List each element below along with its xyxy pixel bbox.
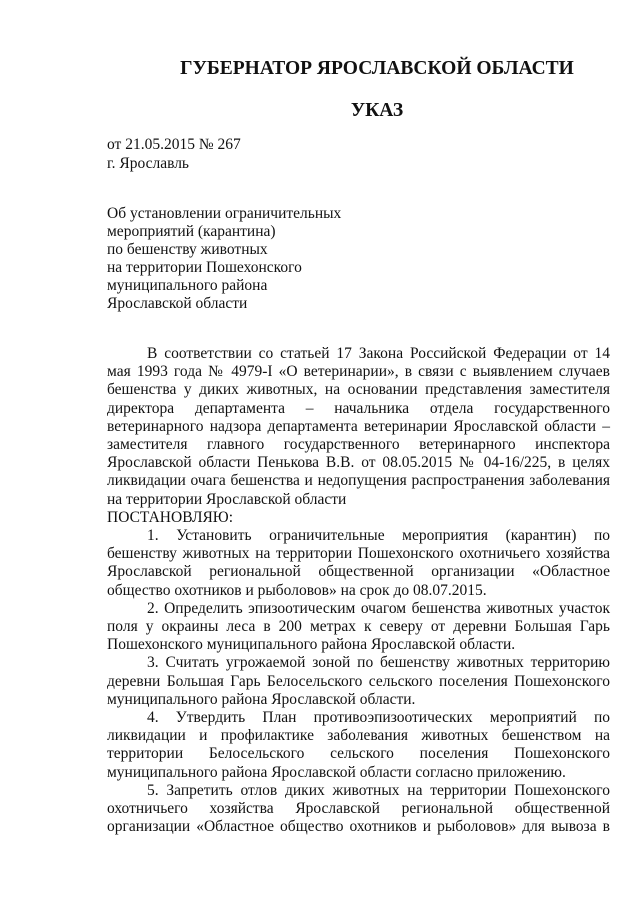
document-date-number: от 21.05.2015 № 267: [107, 136, 241, 153]
decree-item: 4. Утвердить План противоэпизоотических мероприятий по ликвидации и профилактике заболевания животных бешенством на территории Белосельского сельского поселения Пошехонского муниципального района Ярославской области согласно приложению.: [107, 709, 610, 781]
document-type-heading: УКАЗ: [350, 100, 404, 121]
subject-line: Об установлении ограничительных: [107, 205, 342, 222]
preamble-paragraph: В соответствии со статьей 17 Закона Российской Федерации от 14 мая 1993 года № 4979-I «О ветеринарии», в связи с выявлением случаев бешенства у диких животных, на основании представления заместителя директора департамента – начальника отдела государственного ветеринарного надзора департамента ветеринарии Ярославской области – заместителя главного государственного ветеринарного инспектора Ярославской области Пенькова В.В. от 08.05.2015 № 04-16/225, в целях ликвидации очага бешенства и недопущения распространения заболевания на территории Ярославской области: [107, 345, 610, 508]
document-city: г. Ярославль: [107, 155, 189, 172]
subject-line: мероприятий (карантина): [107, 223, 276, 240]
subject-line: на территории Пошехонского: [107, 259, 302, 276]
decree-item: 5. Запретить отлов диких животных на территории Пошехонского охотничьего хозяйства Ярославской региональной общественной организации «Областное общество охотников и рыболовов» для вывоза в: [107, 781, 610, 836]
subject-line: по бешенству животных: [107, 241, 268, 258]
document-subject: [107, 205, 341, 313]
decree-word: ПОСТАНОВЛЯЮ:: [107, 508, 234, 526]
subject-line: Ярославской области: [107, 295, 248, 312]
decree-item: 2. Определить эпизоотическим очагом бешенства животных участок поля у окраины леса в 200 метрах к северу от деревни Большая Гарь Пошехонского муниципального района Ярославской области.: [107, 599, 610, 654]
issuing-authority-heading: ГУБЕРНАТОР ЯРОСЛАВСКОЙ ОБЛАСТИ: [180, 58, 574, 79]
decree-item: 1. Установить ограничительные мероприятия (карантин) по бешенству животных на территории Пошехонского охотничьего хозяйства Ярославской региональной общественной организации «Областное общество охотников и рыболовов» на срок до 08.07.2015.: [107, 527, 610, 599]
document-body: [107, 345, 610, 836]
document-meta: [107, 135, 241, 173]
decree-item: 3. Считать угрожаемой зоной по бешенству животных территорию деревни Большая Гарь Белосельского сельского поселения Пошехонского муниципального района Ярославской области.: [107, 654, 610, 708]
subject-line: муниципального района: [107, 277, 268, 294]
